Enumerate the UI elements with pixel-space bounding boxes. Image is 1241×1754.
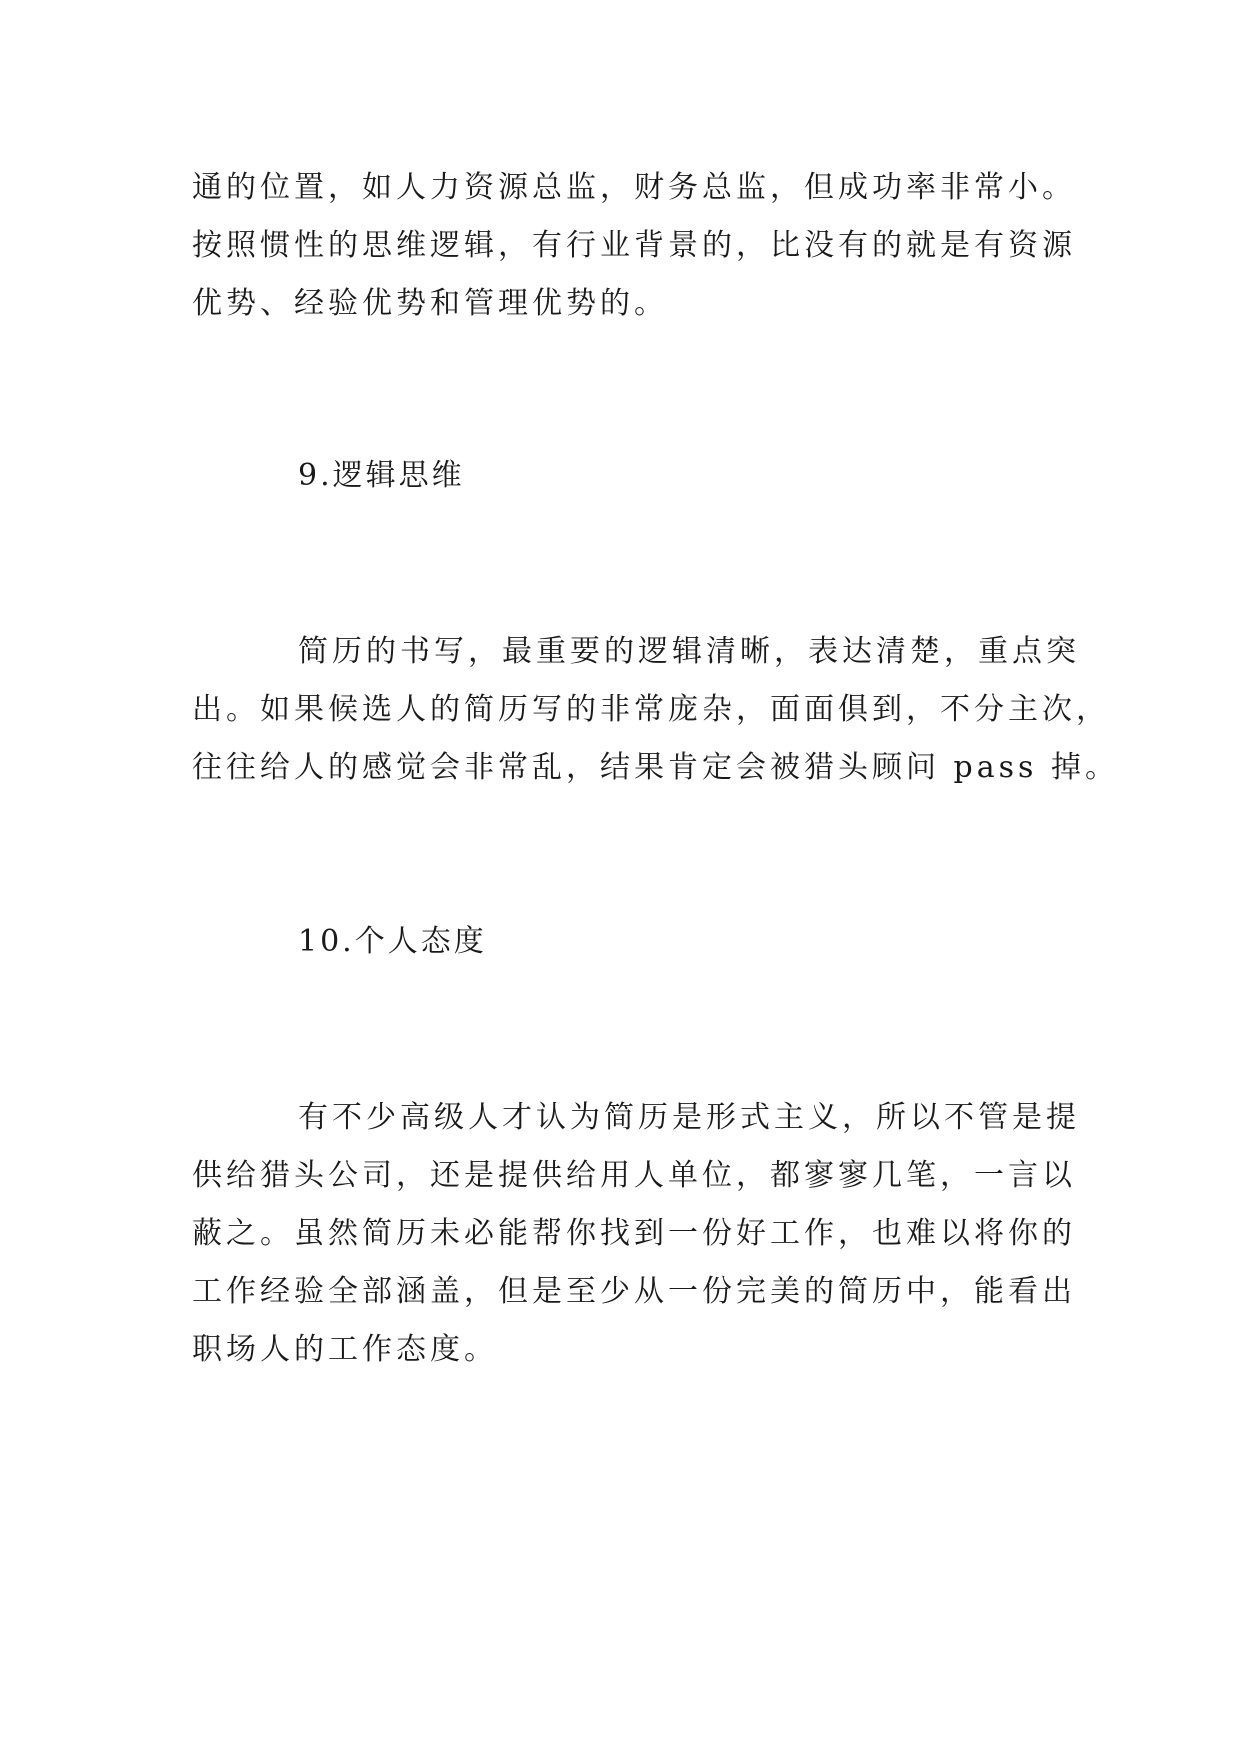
paragraph-line: 出。如果候选人的简历写的非常庞杂，面面俱到，不分主次，	[192, 692, 1110, 727]
paragraph-line: 职场人的工作态度。	[192, 1332, 498, 1367]
paragraph-line: 有不少高级人才认为简历是形式主义，所以不管是提	[298, 1100, 1080, 1135]
paragraph-line: 优势、经验优势和管理优势的。	[192, 286, 668, 321]
section-heading-10: 10.个人态度	[298, 924, 487, 959]
paragraph-line: 蔽之。虽然简历未必能帮你找到一份好工作，也难以将你的	[192, 1216, 1076, 1251]
paragraph-line: 简历的书写，最重要的逻辑清晰，表达清楚，重点突	[298, 634, 1080, 669]
paragraph-line: 供给猎头公司，还是提供给用人单位，都寥寥几笔，一言以	[192, 1158, 1076, 1193]
paragraph-line: 按照惯性的思维逻辑，有行业背景的，比没有的就是有资源	[192, 228, 1076, 263]
paragraph-line: 通的位置，如人力资源总监，财务总监，但成功率非常小。	[192, 170, 1076, 205]
section-heading-9: 9.逻辑思维	[298, 458, 465, 493]
paragraph-line: 往往给人的感觉会非常乱，结果肯定会被猎头顾问 pass 掉。	[192, 750, 1119, 785]
paragraph-line: 工作经验全部涵盖，但是至少从一份完美的简历中，能看出	[192, 1274, 1076, 1309]
